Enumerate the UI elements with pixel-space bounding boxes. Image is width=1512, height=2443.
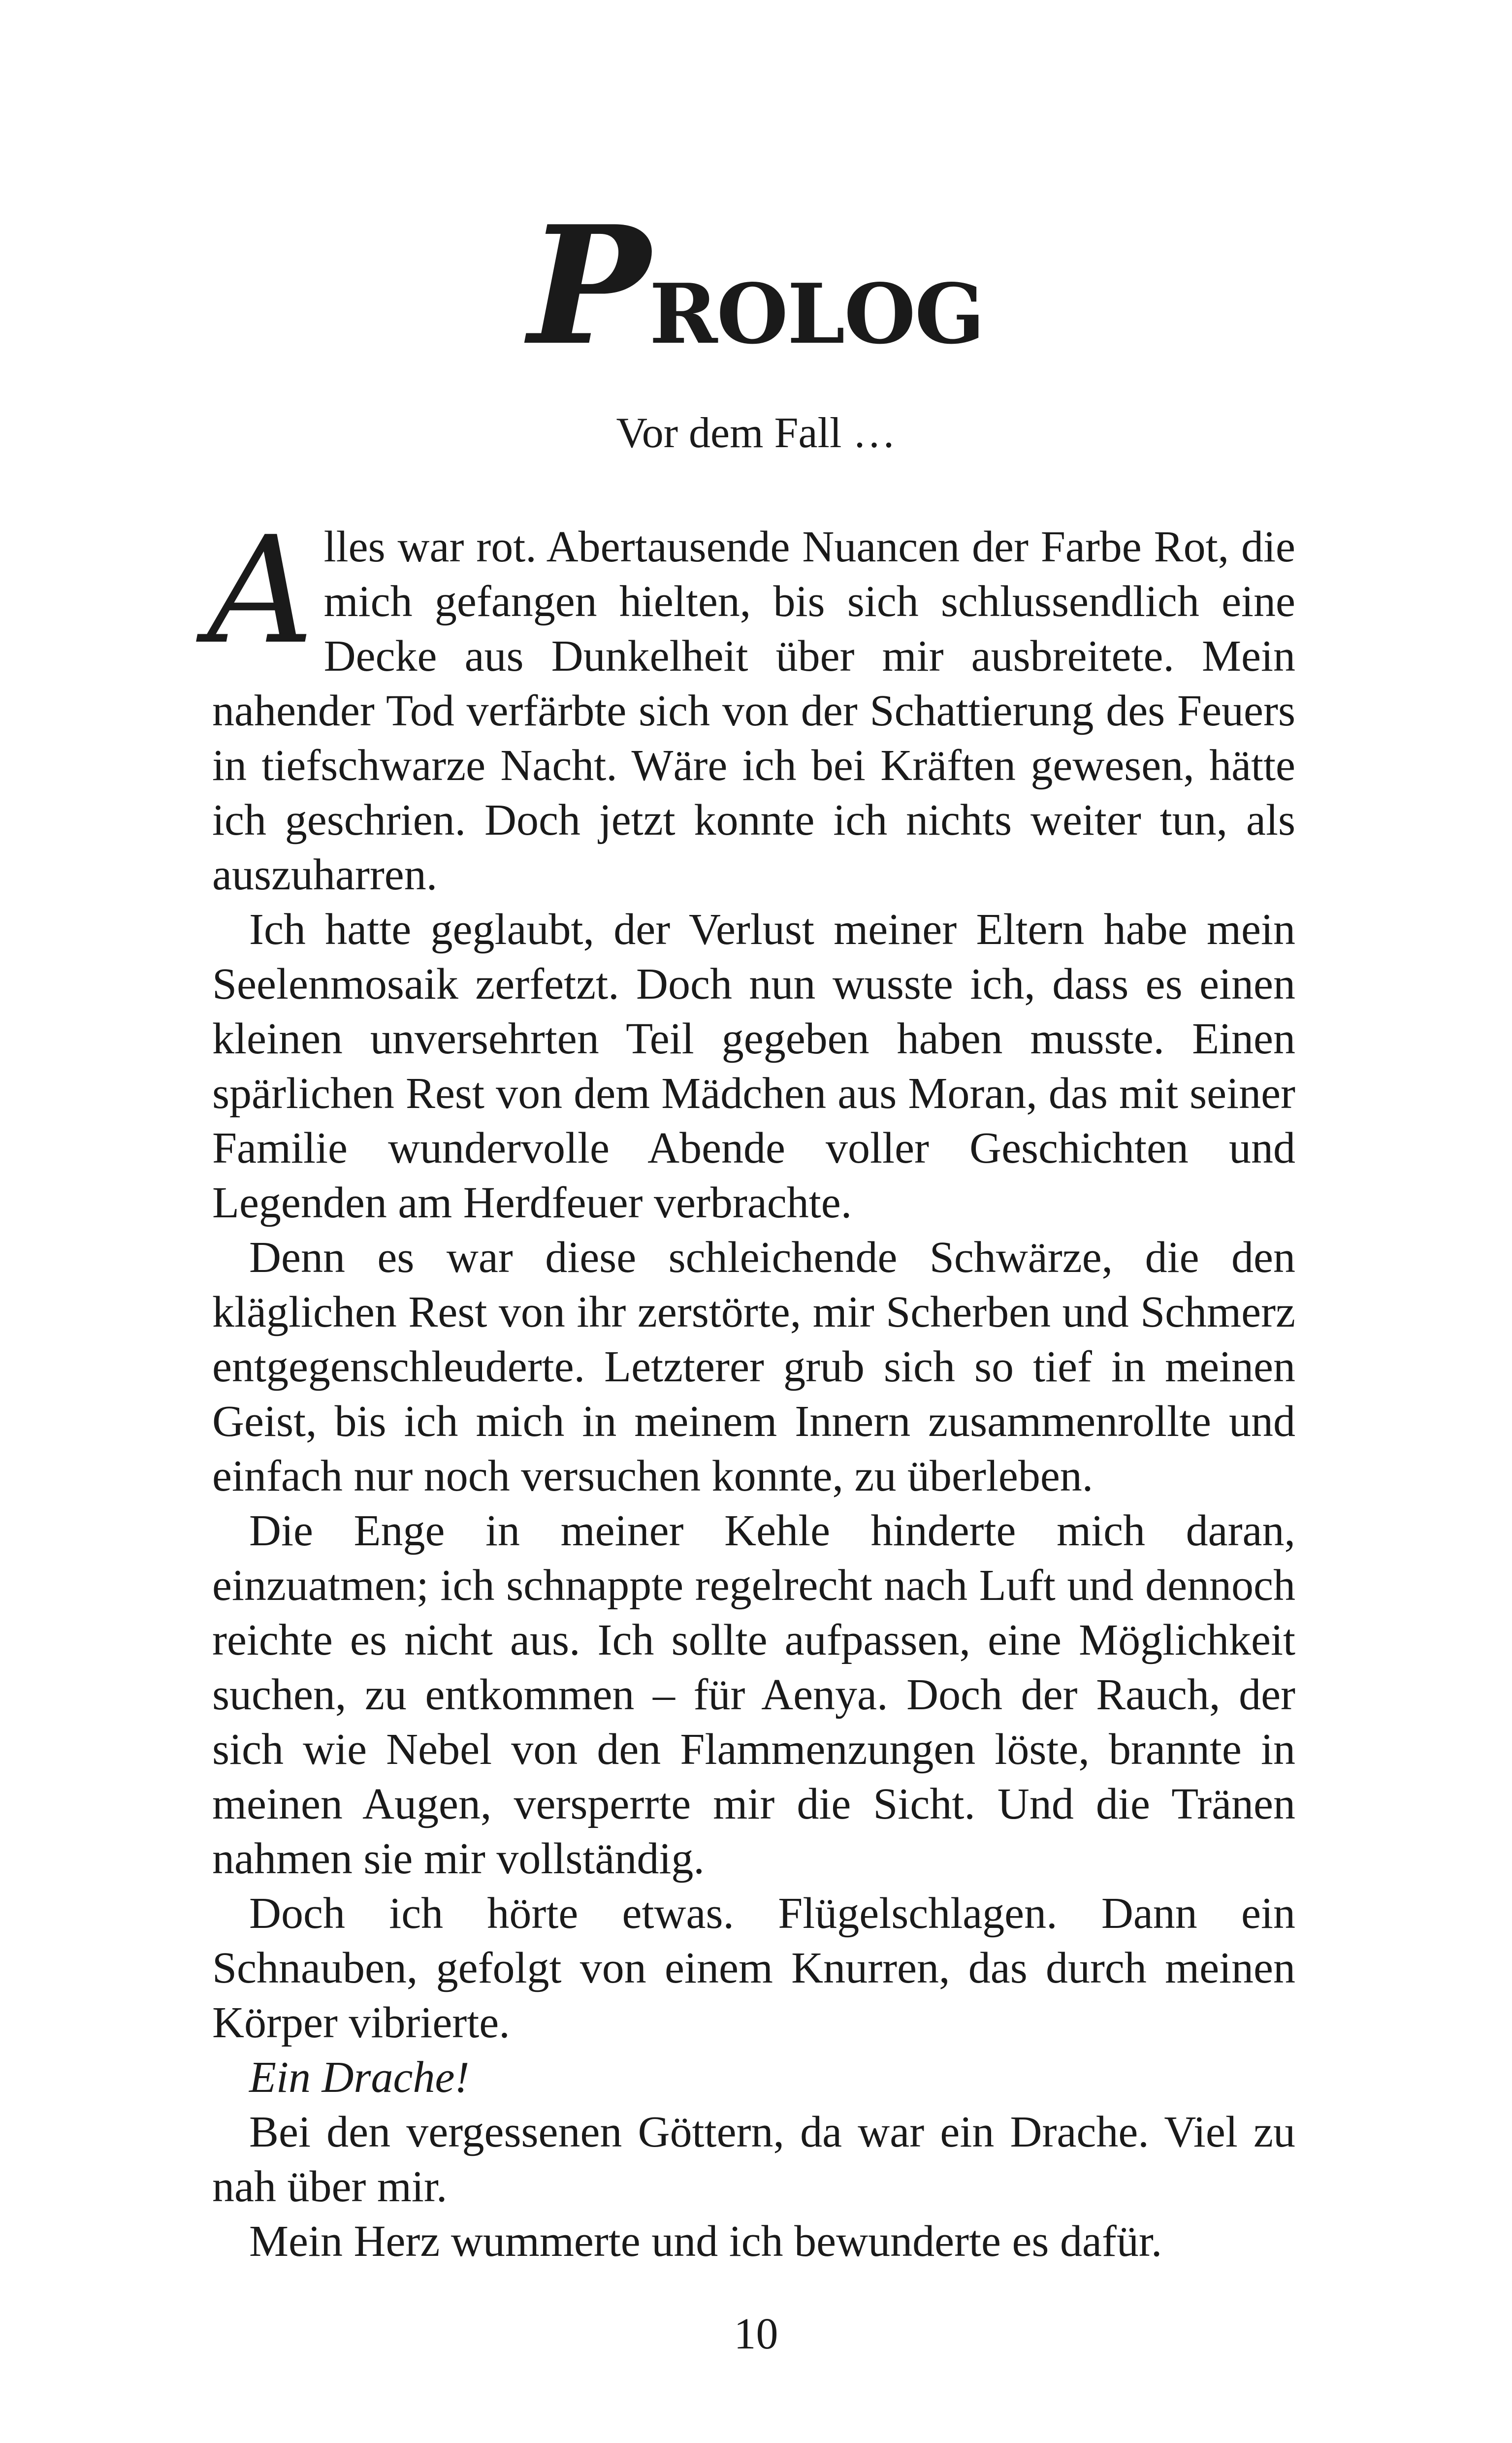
chapter-title-initial: P	[528, 190, 649, 381]
paragraph-7: Bei den vergessenen Göttern, da war ein Drache. Viel zu nah über mir.	[212, 2108, 1295, 2211]
drop-cap: A	[207, 505, 314, 677]
paragraph-8: Mein Herz wummerte und ich bewunderte es dafür.	[249, 2217, 1162, 2266]
paragraph-1-text: lles war rot. Abertausende Nuancen der Farbe Rot, die mich gefangen hielten, bis sich schlussendlich eine Decke aus Dunkelheit über mir ausbreitete. Mein nahender Tod verfärbte sich von der Schattierung des Feuers in tiefschwarze Nacht. Wäre ich bei Kräften gewesen, hätte ich geschrien. Doch jetzt konnte ich nichts weiter tun, als auszuharren.	[212, 522, 1295, 899]
page-number: 10	[734, 2310, 778, 2358]
paragraph-1	[207, 505, 1295, 902]
chapter-subtitle: Vor dem Fall …	[616, 409, 896, 457]
paragraph-5: Doch ich hörte etwas. Flügelschlagen. Dann ein Schnauben, gefolgt von einem Knurren, das durch meinen Körper vibrierte.	[212, 1889, 1295, 2047]
paragraph-3: Denn es war diese schleichende Schwärze, die den kläglichen Rest von ihr zerstörte, mir Scherben und Schmerz entgegenschleuderte. Letzterer grub sich so tief in meinen Geist, bis ich mich in meinem Innern zusammenrollte und einfach nur noch versuchen konnte, zu überleben.	[212, 1233, 1295, 1500]
paragraph-6	[212, 2050, 1295, 2105]
paragraph-2: Ich hatte geglaubt, der Verlust meiner Eltern habe mein Seelenmosaik zerfetzt. Doch nun wusste ich, dass es einen kleinen unversehrten Teil gegeben haben musste. Einen spärlichen Rest von dem Mädchen aus Moran, das mit seiner Familie wundervolle Abende voller Geschichten und Legenden am Herdfeuer verbrachte.	[212, 905, 1295, 1227]
paragraph-6-italic: Ein Drache!	[249, 2053, 470, 2102]
paragraph-4: Die Enge in meiner Kehle hinderte mich daran, einzuatmen; ich schnappte regelrecht nach Luft und dennoch reichte es nicht aus. Ich sollte aufpassen, eine Möglichkeit suchen, zu entkommen – für Aenya. Doch der Rauch, der sich wie Nebel von den Flammenzungen löste, brannte in meinen Augen, versperrte mir die Sicht. Und die Tränen nahmen sie mir vollständig.	[212, 1506, 1295, 1883]
body-text	[207, 505, 1295, 2269]
chapter-title-rest: rolog	[649, 233, 984, 371]
chapter-title	[0, 190, 1512, 381]
